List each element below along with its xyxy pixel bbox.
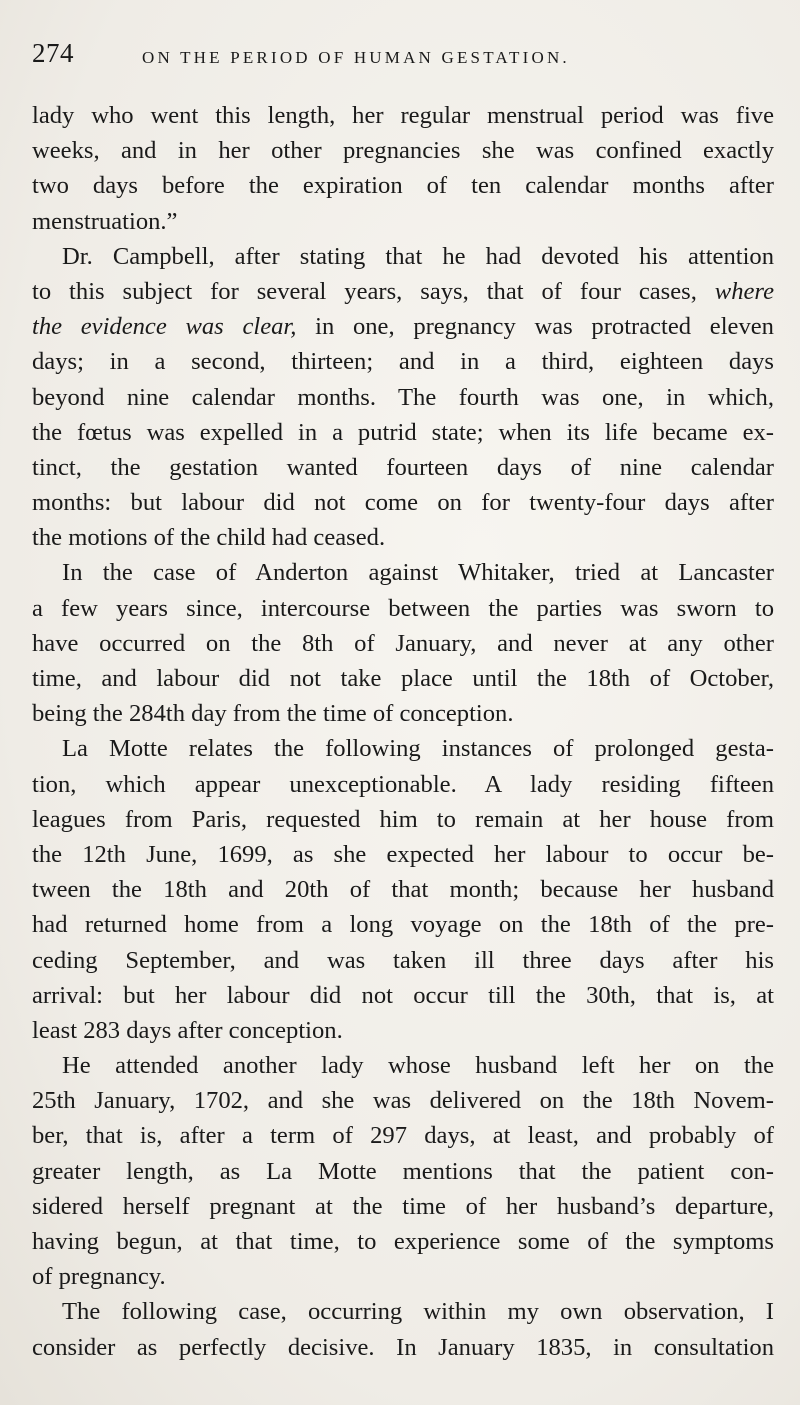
line-text: months: but labour did not come on for twenty-four days after (32, 489, 774, 517)
line-text: leagues from Paris, requested him to remain at her house from (32, 805, 774, 833)
text-line (32, 837, 774, 872)
text-line (32, 1013, 774, 1048)
line-text: having begun, at that time, to experience some of the symptoms (32, 1228, 774, 1255)
line-text: least 283 days after conception. (32, 1016, 343, 1044)
line-text: 25th January, 1702, and she was delivered on the 18th Novem- (32, 1087, 774, 1115)
text-line (32, 1083, 774, 1118)
line-text: a few years since, intercourse between the parties was sworn to (32, 594, 774, 622)
line-text: weeks, and in her other pregnancies she was confined exactly (32, 137, 774, 165)
text-line (32, 943, 774, 978)
text-line (32, 555, 774, 590)
line-text: days; in a second, thirteen; and in a third, eighteen days (32, 348, 774, 376)
text-line (32, 802, 774, 837)
text-line (32, 1330, 774, 1365)
line-text: the 12th June, 1699, as she expected her labour to occur be- (32, 840, 774, 868)
text-line (32, 204, 774, 239)
line-text: time, and labour did not take place until the 18th of October, (32, 665, 774, 692)
text-line (32, 731, 774, 766)
italic-span: the evidence was clear, (32, 313, 297, 341)
line-text: the motions of the child had ceased. (32, 524, 386, 552)
line-text: He attended another lady whose husband left her on the (62, 1052, 774, 1080)
line-text: have occurred on the 8th of January, and never at any other (32, 629, 774, 657)
text-line (32, 1048, 774, 1083)
line-text: in one, pregnancy was protracted eleven (296, 313, 774, 341)
text-line (32, 696, 774, 731)
line-text: In the case of Anderton against Whitaker, tried at Lancaster (62, 559, 774, 587)
text-line (32, 907, 774, 942)
text-line (32, 1294, 774, 1329)
text-line (32, 872, 774, 907)
running-head: ON THE PERIOD OF HUMAN GESTATION. (142, 48, 570, 67)
line-text: to this subject for several years, says, that of four cases, (32, 277, 697, 305)
line-text: ber, that is, after a term of 297 days, at least, and probably of (32, 1122, 774, 1150)
italic-span: where (696, 277, 774, 305)
line-text: lady who went this length, her regular menstrual period was five (32, 102, 774, 129)
text-line (32, 1224, 774, 1259)
line-text: had returned home from a long voyage on the 18th of the pre- (32, 911, 774, 939)
line-text: sidered herself pregnant at the time of her husband’s departure, (32, 1192, 774, 1220)
line-text: ceding September, and was taken ill three days after his (32, 946, 774, 974)
line-text: The following case, occurring within my own observation, I (62, 1298, 774, 1326)
text-line (32, 485, 774, 520)
text-line (32, 591, 774, 626)
text-line (32, 168, 774, 203)
text-line (32, 1259, 774, 1294)
line-text: Dr. Campbell, after stating that he had devoted his attention (62, 242, 774, 270)
line-text: tween the 18th and 20th of that month; because her husband (32, 876, 774, 904)
line-text: of pregnancy. (32, 1263, 166, 1291)
text-line (32, 978, 774, 1013)
text-line (32, 450, 774, 485)
text-line (32, 309, 774, 344)
text-line (32, 98, 774, 133)
text-line (32, 344, 774, 379)
line-text: La Motte relates the following instances of prolonged gesta- (62, 735, 774, 763)
line-text: menstruation.” (32, 207, 178, 235)
line-text: two days before the expiration of ten calendar months after (32, 172, 774, 200)
line-text: greater length, as La Motte mentions that the patient con- (32, 1157, 774, 1185)
line-text: the fœtus was expelled in a putrid state; when its life became ex- (32, 418, 774, 446)
text-line (32, 520, 774, 555)
text-line (32, 415, 774, 450)
line-text: tinct, the gestation wanted fourteen days of nine calendar (32, 453, 774, 481)
text-line (32, 239, 774, 274)
page-number: 274 (32, 38, 74, 68)
line-text: arrival: but her labour did not occur till the 30th, that is, at (32, 981, 774, 1009)
page-header (32, 38, 780, 78)
line-text: being the 284th day from the time of conception. (32, 700, 514, 728)
text-line (32, 133, 774, 168)
text-line (32, 1189, 774, 1224)
line-text: beyond nine calendar months. The fourth was one, in which, (32, 383, 774, 411)
text-line (32, 767, 774, 802)
line-text: tion, which appear unexceptionable. A lady residing fifteen (32, 770, 774, 798)
text-line (32, 380, 774, 415)
text-line (32, 274, 774, 309)
text-line (32, 661, 774, 696)
text-line (32, 1154, 774, 1189)
text-line (32, 626, 774, 661)
body-text (32, 98, 774, 1365)
line-text: consider as perfectly decisive. In January 1835, in consultation (32, 1333, 774, 1361)
text-line (32, 1118, 774, 1153)
